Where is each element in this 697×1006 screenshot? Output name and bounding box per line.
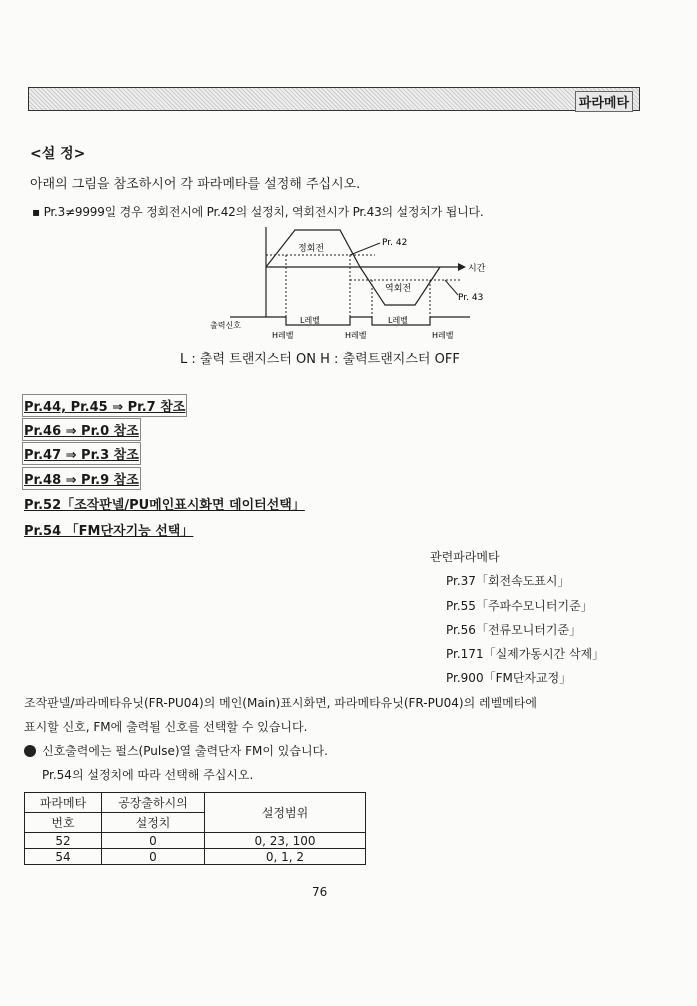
th-param-number-1: 파라메타 bbox=[25, 793, 102, 813]
cell-range: 0, 1, 2 bbox=[205, 849, 366, 865]
bullet-dot-icon bbox=[24, 745, 36, 757]
time-label: 시간 bbox=[468, 264, 486, 274]
section-title: <설 정> bbox=[30, 146, 86, 162]
output-signal-label: 출력신호 bbox=[210, 321, 241, 330]
ref-pr48[interactable]: Pr.48 ⇒ Pr.9 참조 bbox=[24, 469, 139, 488]
l-level-label-1: L레벨 bbox=[300, 316, 320, 325]
section-header-label: 파라메타 bbox=[575, 91, 633, 112]
cell-range: 0, 23, 100 bbox=[205, 833, 366, 849]
pr43-leader bbox=[445, 280, 458, 295]
pr43-label: Pr. 43 bbox=[458, 293, 484, 303]
h-level-label-2: H레벨 bbox=[345, 331, 367, 340]
ref-pr44-pr45[interactable]: Pr.44, Pr.45 ⇒ Pr.7 참조 bbox=[24, 396, 185, 415]
pr42-label: Pr. 42 bbox=[382, 238, 408, 248]
cell-param: 54 bbox=[25, 849, 102, 865]
th-factory-2: 설정치 bbox=[102, 813, 205, 833]
related-pr55: Pr.55「주파수모니터기준」 bbox=[446, 599, 593, 613]
related-pr171: Pr.171「실제가동시간 삭제」 bbox=[446, 647, 605, 661]
note-line-2: Pr.54의 설정치에 따라 선택해 주십시오. bbox=[42, 768, 254, 782]
description-line-1: 조작판넬/파라메타유닛(FR-PU04)의 메인(Main)표시화면, 파라메타유닛(FR-PU04)의 레벨메타에 bbox=[24, 696, 537, 710]
h-level-label-1: H레벨 bbox=[272, 331, 294, 340]
cell-factory: 0 bbox=[102, 849, 205, 865]
note-text: 신호출력에는 펄스(Pulse)열 출력단자 FM이 있습니다. bbox=[42, 744, 328, 758]
th-param-number-2: 번호 bbox=[25, 813, 102, 833]
description-line-2: 표시할 신호, FM에 출력될 신호를 선택할 수 있습니다. bbox=[24, 720, 308, 734]
diagram-caption: L : 출력 트랜지스터 ON H : 출력트랜지스터 OFF bbox=[180, 352, 460, 367]
note-line bbox=[24, 742, 328, 759]
intro-text: 아래의 그림을 참조하시어 각 파라메타를 설정해 주십시오. bbox=[30, 177, 361, 192]
ref-pr46[interactable]: Pr.46 ⇒ Pr.0 참조 bbox=[24, 420, 139, 439]
table-row bbox=[25, 849, 366, 865]
output-signal-diagram bbox=[200, 225, 500, 345]
cell-param: 52 bbox=[25, 833, 102, 849]
related-pr37: Pr.37「회전속도표시」 bbox=[446, 574, 570, 588]
bullet-text bbox=[32, 203, 484, 220]
l-level-label-2: L레벨 bbox=[388, 316, 408, 325]
pr42-leader bbox=[350, 243, 380, 255]
time-axis-arrow bbox=[458, 263, 466, 271]
output-signal-waveform bbox=[230, 317, 470, 325]
forward-label: 정회전 bbox=[298, 244, 325, 254]
related-pr56: Pr.56「전류모니터기준」 bbox=[446, 623, 582, 637]
th-range: 설정범위 bbox=[205, 793, 366, 833]
cell-factory: 0 bbox=[102, 833, 205, 849]
ref-pr52[interactable]: Pr.52「조작판넬/PU메인표시화면 데이터선택」 bbox=[24, 498, 305, 513]
bullet-content: Pr.3≠9999일 경우 정회전시에 Pr.42의 설정치, 역회전시가 Pr.43의 설정치가 됩니다. bbox=[43, 205, 484, 219]
reverse-label: 역회전 bbox=[385, 284, 412, 294]
parameter-table bbox=[24, 792, 366, 865]
page-number: 76 bbox=[312, 885, 328, 899]
section-header-bar bbox=[28, 87, 640, 111]
table-row bbox=[25, 833, 366, 849]
related-params-title: 관련파라메타 bbox=[430, 550, 500, 564]
related-pr900: Pr.900「FM단자교정」 bbox=[446, 671, 572, 685]
h-level-label-3: H레벨 bbox=[432, 331, 454, 340]
ref-pr54[interactable]: Pr.54 「FM단자기능 선택」 bbox=[24, 524, 194, 539]
ref-pr47[interactable]: Pr.47 ⇒ Pr.3 참조 bbox=[24, 444, 139, 463]
bullet-marker: ▪ bbox=[32, 205, 44, 219]
th-factory-1: 공장출하시의 bbox=[102, 793, 205, 813]
